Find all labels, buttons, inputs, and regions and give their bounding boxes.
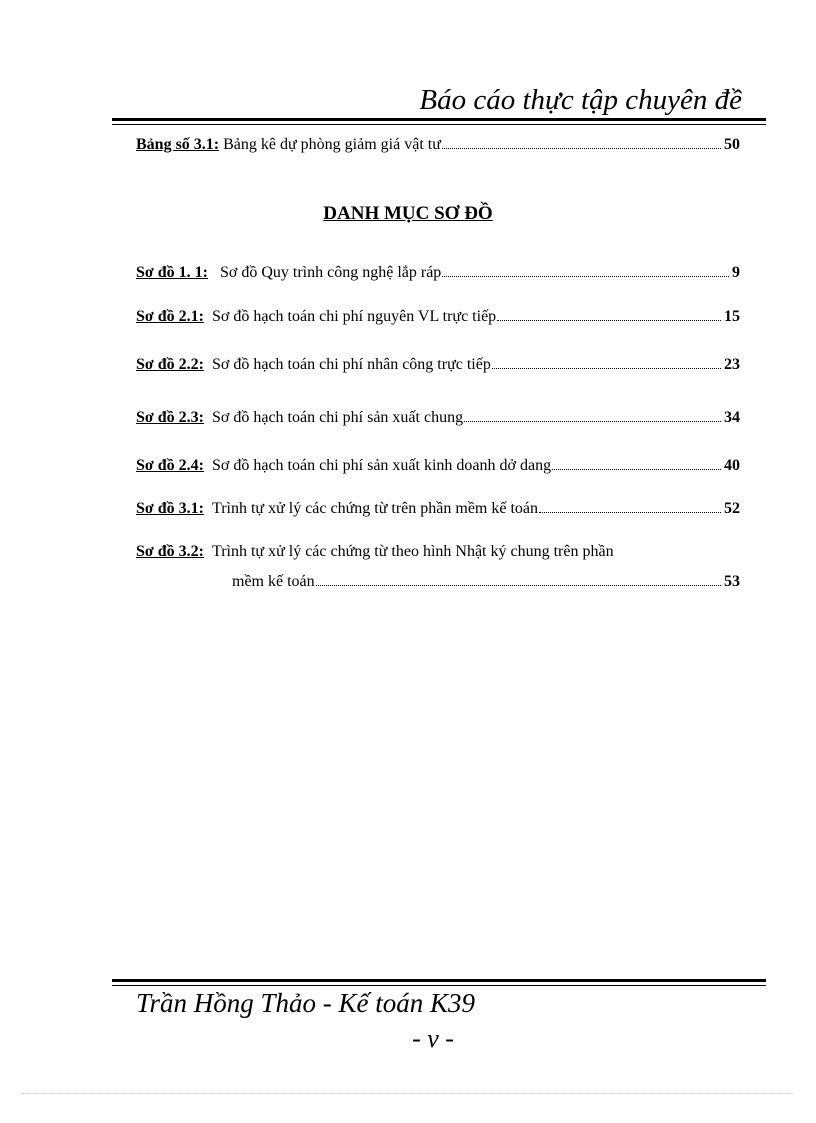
entry-page-number: 9 [732, 264, 740, 281]
section-heading-text: DANH MỤC SƠ ĐỒ [323, 203, 493, 224]
section-heading [0, 204, 816, 223]
header-rule-thick [112, 118, 766, 121]
dot-leader [539, 511, 721, 513]
footer-rule-thick [112, 979, 766, 982]
toc-entry-diagram-2-2[interactable] [136, 357, 740, 373]
entry-page-number: 23 [724, 356, 740, 373]
entry-code: Sơ đồ 2.4: [136, 457, 204, 474]
dot-leader [464, 420, 721, 422]
entry-page-number: 15 [724, 308, 740, 325]
entry-title: Sơ đồ hạch toán chi phí nhân công trực tiếp [211, 356, 491, 373]
dot-leader [442, 147, 721, 149]
entry-title: Sơ đồ hạch toán chi phí sản xuất kinh doanh dở dang [211, 457, 552, 474]
page-edge-divider [22, 1093, 794, 1094]
entry-code: Sơ đồ 2.3: [136, 409, 204, 426]
toc-entry-diagram-2-3[interactable] [136, 410, 740, 426]
dot-leader [492, 367, 721, 369]
dot-leader [442, 275, 729, 277]
entry-title: Sơ đồ hạch toán chi phí sản xuất chung [211, 409, 464, 426]
entry-title-line2: mềm kế toán [232, 573, 315, 590]
footer-rule-thin [112, 985, 766, 986]
entry-page-number: 53 [724, 573, 740, 590]
entry-page-number: 50 [724, 136, 740, 153]
toc-entry-diagram-1-1[interactable] [136, 265, 740, 281]
dot-leader [316, 584, 721, 586]
entry-code: Sơ đồ 3.2: [136, 543, 204, 560]
toc-entry-diagram-3-1[interactable] [136, 501, 740, 517]
entry-code: Sơ đồ 1. 1: [136, 264, 208, 281]
entry-title-line1: Trình tự xử lý các chứng từ theo hình Nhật ký chung trên phần [211, 543, 614, 560]
entry-page-number: 52 [724, 500, 740, 517]
toc-entry-table-3-1[interactable] [136, 137, 740, 153]
footer-author: Trần Hồng Thảo - Kế toán K39 [136, 988, 476, 1018]
entry-title: Trình tự xử lý các chứng từ trên phần mềm kế toán [211, 500, 539, 517]
toc-entry-diagram-2-1[interactable] [136, 309, 740, 325]
dot-leader [497, 319, 721, 321]
header-rule-thin [112, 124, 766, 125]
header-title: Báo cáo thực tập chuyên đề [419, 84, 742, 116]
entry-code: Sơ đồ 2.1: [136, 308, 204, 325]
dot-leader [552, 468, 721, 470]
entry-code: Sơ đồ 2.2: [136, 356, 204, 373]
entry-page-number: 34 [724, 409, 740, 426]
entry-title: Sơ đồ hạch toán chi phí nguyên VL trực tiếp [211, 308, 497, 325]
toc-entry-diagram-2-4[interactable] [136, 458, 740, 474]
entry-title: Sơ đồ Quy trình công nghệ lắp ráp [219, 264, 442, 281]
entry-code: Sơ đồ 3.1: [136, 500, 204, 517]
entry-code: Bảng số 3.1: [136, 136, 220, 153]
footer-page-number: - v - [412, 1024, 454, 1053]
entry-page-number: 40 [724, 457, 740, 474]
entry-title: Bảng kê dự phòng giảm giá vật tư [223, 136, 441, 153]
toc-entry-diagram-3-2[interactable] [136, 544, 740, 594]
